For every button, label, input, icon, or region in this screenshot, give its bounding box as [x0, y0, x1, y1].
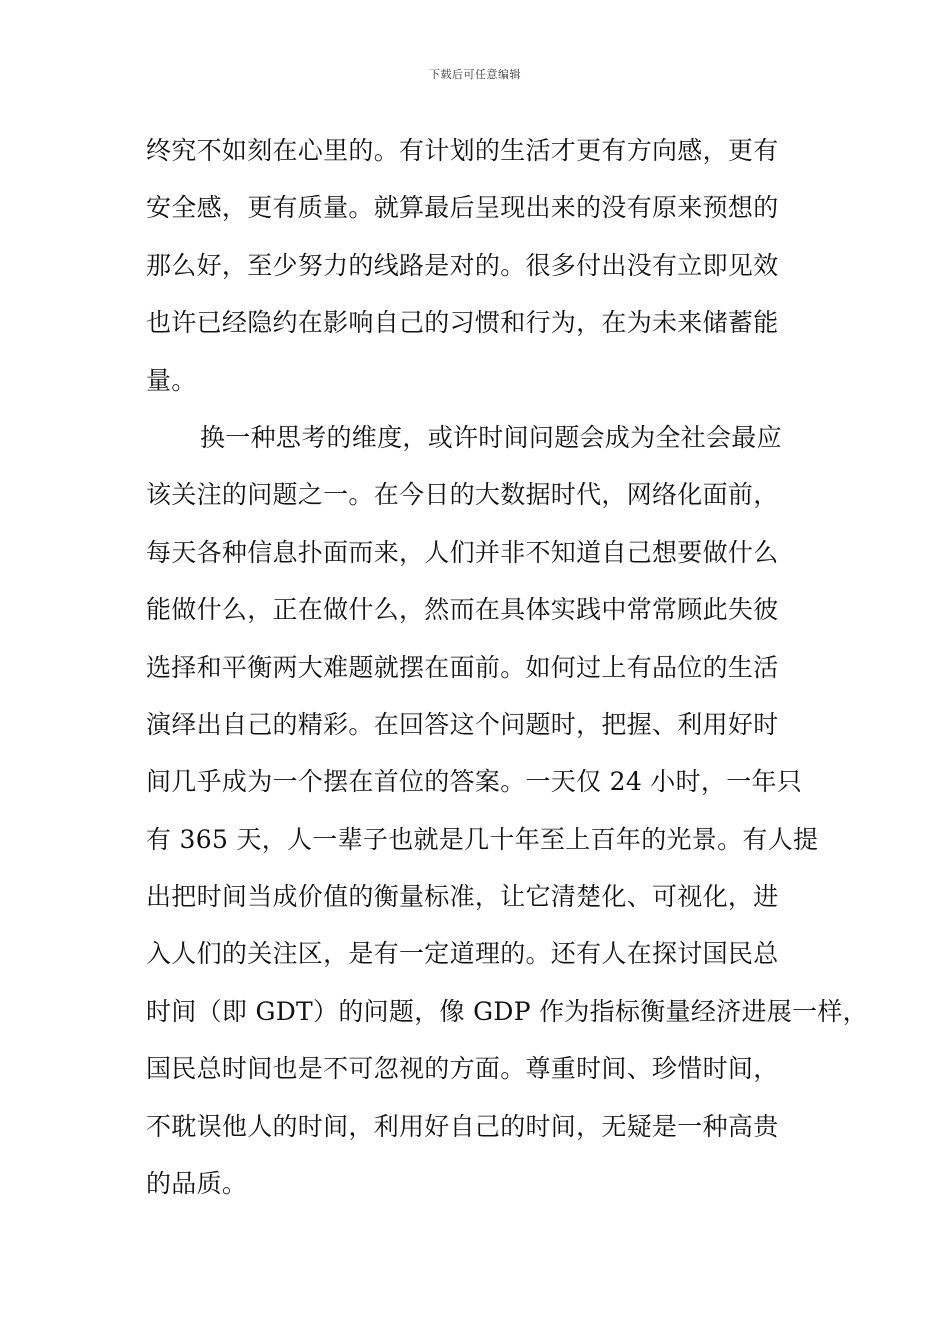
- text-line: 每天各种信息扑面而来，人们并非不知道自己想要做什么: [146, 537, 779, 567]
- text-line: 也许已经隐约在影响自己的习惯和行为，在为未来储蓄能: [146, 308, 779, 338]
- text-line: 出把时间当成价值的衡量标准，让它清楚化、可视化，进: [146, 882, 779, 912]
- document-body: [146, 122, 868, 1212]
- text-line: 安全感，更有质量。就算最后呈现出来的没有原来预想的: [146, 193, 779, 223]
- text-line: 该关注的问题之一。在今日的大数据时代，网络化面前，: [146, 480, 779, 510]
- text-line: 不耽误他人的时间，利用好自己的时间，无疑是一种高贵: [146, 1111, 779, 1141]
- paragraph-1: [146, 122, 826, 409]
- text-line: 量。: [146, 365, 197, 395]
- text-line: 演绎出自己的精彩。在回答这个问题时，把握、利用好时: [146, 709, 779, 739]
- text-line: 国民总时间也是不可忽视的方面。尊重时间、珍惜时间，: [146, 1054, 779, 1084]
- text-line: 入人们的关注区，是有一定道理的。还有人在探讨国民总: [146, 939, 779, 969]
- page-header: 下载后可任意编辑: [429, 68, 521, 81]
- text-line: 间几乎成为一个摆在首位的答案。一天仅 24 小时，一年只: [146, 767, 803, 797]
- text-line: 终究不如刻在心里的。有计划的生活才更有方向感，更有: [146, 136, 779, 165]
- paragraph-2: [146, 409, 868, 1212]
- text-line: 那么好，至少努力的线路是对的。很多付出没有立即见效: [146, 250, 779, 280]
- text-line: 时间（即 GDT）的问题，像 GDP 作为指标衡量经济进展一样，: [146, 996, 868, 1026]
- text-line: 换一种思考的维度，或许时间问题会成为全社会最应: [200, 422, 782, 452]
- text-line: 的品质。: [146, 1169, 248, 1199]
- text-line: 能做什么，正在做什么，然而在具体实践中常常顾此失彼: [146, 595, 779, 625]
- text-line: 有 365 天，人一辈子也就是几十年至上百年的光景。有人提: [146, 824, 819, 854]
- text-line: 选择和平衡两大难题就摆在面前。如何过上有品位的生活: [146, 652, 779, 682]
